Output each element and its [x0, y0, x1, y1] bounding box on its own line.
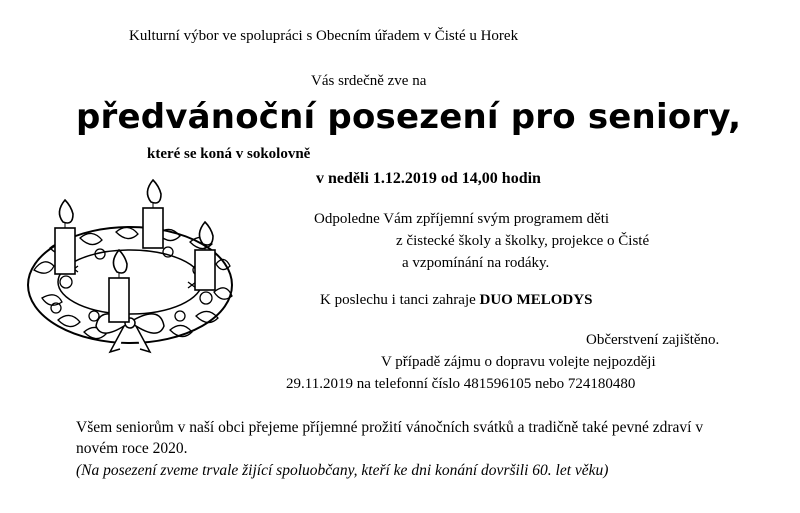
transport-line-1: V případě zájmu o dopravu volejte nejpozději	[381, 354, 656, 370]
age-note: (Na posezení zveme trvale žijící spoluobčany, kteří ke dni konání dovršili 60. let věku)	[76, 462, 609, 479]
program-line-2: z čistecké školy a školky, projekce o Čisté	[396, 233, 650, 249]
program-line-1: Odpoledne Vám zpříjemní svým programem děti	[314, 211, 610, 227]
transport-line-2: 29.11.2019 na telefonní číslo 481596105 nebo 724180480	[286, 376, 636, 392]
datetime-line: v neděli 1.12.2019 od 14,00 hodin	[316, 170, 541, 187]
music-line	[320, 291, 592, 309]
invite-line: Vás srdečně zve na	[311, 73, 427, 89]
wishes-paragraph: Všem seniorům v naší obci přejeme příjemné prožití vánočních svátků a tradičně také pevné zdraví v novém roce 2020.	[76, 419, 704, 457]
organizer-line: Kulturní výbor ve spolupráci s Obecním úřadem v Čisté u Horek	[129, 28, 519, 44]
advent-wreath-icon	[20, 170, 245, 360]
event-title: předvánoční posezení pro seniory,	[76, 97, 742, 137]
music-prefix: K poslechu i tanci zahraje	[320, 292, 480, 308]
venue-line: které se koná v sokolovně	[147, 146, 311, 162]
band-name: DUO MELODYS	[479, 292, 593, 308]
program-line-3: a vzpomínání na rodáky.	[402, 255, 550, 271]
refreshments-line: Občerstvení zajištěno.	[586, 332, 720, 348]
